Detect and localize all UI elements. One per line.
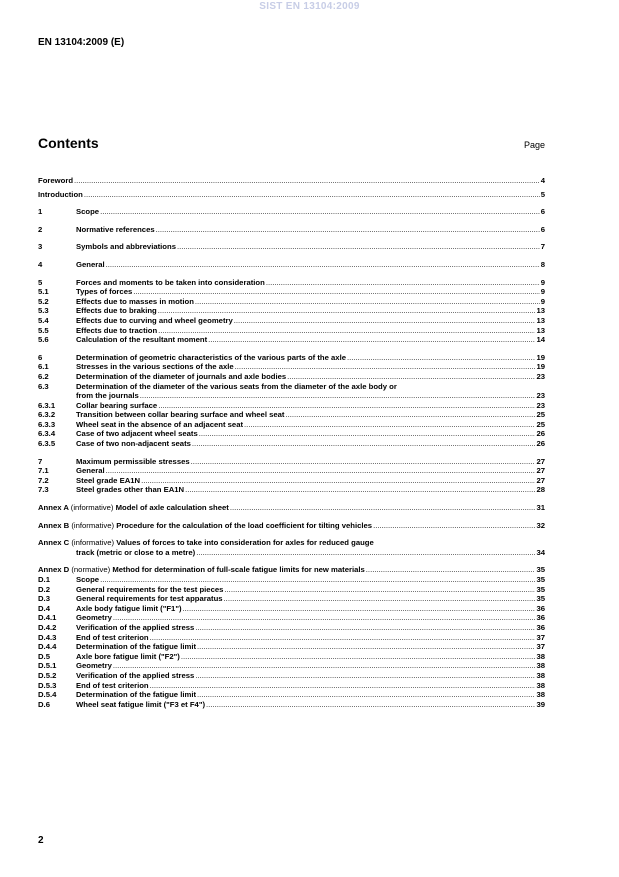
toc-entry-page: 35 (536, 565, 545, 575)
toc-entry-number: D.4.2 (38, 622, 57, 632)
table-of-contents (38, 176, 545, 709)
toc-entry[interactable] (38, 382, 545, 401)
toc-entry-page: 35 (536, 584, 545, 594)
toc-entry-number: 6.3.5 (38, 439, 56, 449)
toc-entry[interactable] (38, 287, 545, 297)
toc-entry-page: 8 (540, 259, 545, 269)
toc-entry-number: 6.1 (38, 362, 49, 372)
toc-entry-page: 13 (536, 325, 545, 335)
toc-entry-number: 7.1 (38, 466, 49, 476)
toc-entry-title: Effects due to traction (76, 325, 158, 335)
toc-entry[interactable] (38, 690, 545, 700)
toc-entry-page: 35 (536, 594, 545, 604)
toc-entry-number: D.5.3 (38, 680, 57, 690)
toc-entry[interactable] (38, 594, 545, 604)
dot-leader (185, 485, 535, 495)
toc-entry-number: D.2 (38, 584, 50, 594)
toc-entry[interactable] (38, 565, 545, 575)
toc-entry-title: Types of forces (76, 287, 133, 297)
toc-entry[interactable] (38, 335, 545, 345)
dot-leader (224, 585, 535, 595)
toc-entry[interactable] (38, 476, 545, 486)
toc-entry-number: D.4.3 (38, 632, 57, 642)
toc-entry[interactable] (38, 260, 545, 270)
dot-leader (183, 604, 536, 614)
toc-entry-page: 26 (536, 439, 545, 449)
toc-entry-page: 27 (536, 466, 545, 476)
dot-leader (100, 207, 540, 217)
toc-entry-title: Scope (76, 575, 100, 584)
toc-annex-title: Annex C (informative) Values of forces to take into consideration for axles for reduced gauge (38, 538, 374, 548)
toc-entry-page: 23 (536, 371, 545, 381)
toc-entry-number: 5.2 (38, 296, 49, 306)
toc-entry-page: 38 (536, 680, 545, 690)
toc-entry-title: Collar bearing surface (76, 400, 158, 410)
toc-entry-number: D.5.1 (38, 661, 57, 671)
dot-leader (244, 420, 535, 430)
toc-entry[interactable] (38, 661, 545, 671)
toc-entry-page: 5 (540, 189, 545, 199)
toc-entry-continuation: track (metric or close to a metre) (76, 547, 196, 557)
toc-entry-page: 13 (536, 306, 545, 316)
dot-leader (106, 260, 540, 270)
toc-entry-title: Determination of geometric characteristics of the various parts of the axle (76, 352, 346, 362)
toc-entry-title: General (76, 259, 105, 269)
toc-entry-page: 31 (536, 503, 545, 513)
toc-entry[interactable] (38, 362, 545, 372)
dot-leader (230, 503, 536, 513)
dot-leader (347, 353, 535, 363)
toc-entry[interactable] (38, 353, 545, 363)
page-column-heading: Page (523, 140, 545, 150)
toc-entry-title: Verification of the applied stress (76, 670, 195, 680)
dot-leader (150, 633, 536, 643)
toc-entry[interactable] (38, 190, 545, 200)
toc-entry-title: Forces and moments to be taken into consideration (76, 277, 265, 287)
toc-entry[interactable] (38, 316, 545, 326)
toc-entry[interactable] (38, 575, 545, 585)
toc-entry[interactable] (38, 372, 545, 382)
dot-leader (100, 575, 535, 585)
toc-entry[interactable] (38, 485, 545, 495)
toc-entry-title: Axle bore fatigue limit ("F2") (76, 651, 180, 661)
toc-entry[interactable] (38, 613, 545, 623)
dot-leader (158, 326, 535, 336)
toc-entry[interactable] (38, 278, 545, 288)
toc-entry[interactable] (38, 633, 545, 643)
toc-entry-page: 36 (536, 613, 545, 623)
toc-entry-number: 5.6 (38, 335, 49, 345)
toc-entry-page: 35 (536, 575, 545, 584)
toc-entry-page: 37 (536, 642, 545, 652)
toc-annex-title: Annex D (normative) Method for determination of full-scale fatigue limits for new materials (38, 565, 365, 575)
dot-leader (373, 521, 535, 531)
toc-entry-title: Determination of the fatigue limit (76, 690, 197, 700)
toc-entry-number: D.6 (38, 699, 50, 709)
toc-entry-number: 6.2 (38, 371, 49, 381)
toc-entry[interactable] (38, 176, 545, 186)
toc-entry[interactable] (38, 207, 545, 217)
toc-entry-page: 6 (540, 224, 545, 234)
toc-entry-title: General requirements for the test pieces (76, 584, 224, 594)
toc-entry-number: 6.3.3 (38, 419, 56, 429)
toc-entry[interactable] (38, 225, 545, 235)
dot-leader (197, 690, 535, 700)
toc-entry-number: 3 (38, 242, 43, 252)
toc-entry-number: D.5.4 (38, 690, 57, 700)
toc-entry[interactable] (38, 671, 545, 681)
toc-entry[interactable] (38, 326, 545, 336)
toc-entry-number: 6.3.2 (38, 410, 56, 420)
toc-entry-page: 9 (540, 287, 545, 297)
dot-leader (106, 466, 536, 476)
toc-entry-page: 36 (536, 622, 545, 632)
toc-entry-title: Scope (76, 207, 100, 217)
toc-entry-title: Effects due to masses in motion (76, 296, 194, 306)
dot-leader (156, 225, 540, 235)
dot-leader (141, 476, 535, 486)
page-number: 2 (38, 835, 44, 846)
toc-entry-page: 9 (540, 296, 545, 306)
toc-entry-page: 25 (536, 419, 545, 429)
dot-leader (113, 661, 536, 671)
toc-entry-title: Geometry (76, 661, 112, 671)
toc-entry-title: Foreword (38, 176, 74, 185)
toc-entry-title: Transition between collar bearing surface and wheel seat (76, 410, 285, 420)
toc-entry-number: 7.3 (38, 485, 49, 495)
dot-leader (133, 287, 539, 297)
toc-entry[interactable] (38, 681, 545, 691)
toc-entry-title: Effects due to curving and wheel geometry (76, 315, 233, 325)
dot-leader (158, 401, 535, 411)
dot-leader (191, 457, 536, 467)
dot-leader (195, 623, 535, 633)
toc-entry[interactable] (38, 538, 545, 557)
toc-entry-title: Determination of the diameter of the various seats from the diameter of the axle body or (76, 381, 397, 391)
toc-entry-number: 7.2 (38, 475, 49, 485)
toc-entry-page: 23 (536, 391, 545, 401)
toc-entry[interactable] (38, 585, 545, 595)
toc-entry-title: Determination of the fatigue limit (76, 642, 197, 652)
toc-entry-page: 25 (536, 410, 545, 420)
toc-entry-number: 7 (38, 456, 43, 466)
toc-entry-number: 5 (38, 277, 43, 287)
dot-leader (199, 429, 536, 439)
toc-entry-title: General (76, 466, 105, 476)
dot-leader (84, 190, 540, 200)
toc-entry-page: 6 (540, 207, 545, 217)
dot-leader (113, 613, 536, 623)
toc-entry[interactable] (38, 429, 545, 439)
toc-entry-title: End of test criterion (76, 680, 149, 690)
dot-leader (235, 362, 536, 372)
toc-entry[interactable] (38, 521, 545, 531)
toc-entry-page: 32 (536, 520, 545, 530)
toc-entry[interactable] (38, 466, 545, 476)
toc-entry[interactable] (38, 457, 545, 467)
toc-entry-page: 34 (536, 547, 545, 557)
toc-entry[interactable] (38, 410, 545, 420)
toc-entry-title: Calculation of the resultant moment (76, 335, 208, 345)
toc-entry-number: D.3 (38, 594, 50, 604)
toc-entry-title: Determination of the diameter of journals and axle bodies (76, 371, 287, 381)
dot-leader (234, 316, 536, 326)
dot-leader (287, 372, 535, 382)
dot-leader (366, 565, 536, 575)
dot-leader (224, 594, 536, 604)
toc-entry-continuation: from the journals (76, 391, 139, 401)
toc-entry-number: 1 (38, 207, 43, 217)
toc-entry-number: D.4 (38, 603, 50, 613)
toc-entry-page: 36 (536, 603, 545, 613)
toc-entry-page: 19 (536, 352, 545, 362)
toc-entry-title: Maximum permissible stresses (76, 456, 190, 466)
dot-leader (181, 652, 536, 662)
toc-entry-page: 27 (536, 475, 545, 485)
toc-entry-page: 4 (540, 176, 545, 185)
toc-entry[interactable] (38, 642, 545, 652)
dot-leader (195, 297, 540, 307)
dot-leader (192, 439, 536, 449)
toc-entry-title: Axle body fatigue limit ("F1") (76, 603, 182, 613)
toc-entry[interactable] (38, 242, 545, 252)
toc-entry-page: 38 (536, 690, 545, 700)
toc-entry[interactable] (38, 439, 545, 449)
toc-entry-number: D.4.4 (38, 642, 57, 652)
toc-entry-number: 4 (38, 259, 43, 269)
toc-entry-title: Stresses in the various sections of the axle (76, 362, 234, 372)
toc-entry-page: 7 (540, 242, 545, 252)
toc-entry-page: 26 (536, 429, 545, 439)
toc-entry-number: 6.3.1 (38, 400, 56, 410)
dot-leader (266, 278, 540, 288)
toc-entry[interactable] (38, 420, 545, 430)
toc-entry-page: 23 (536, 400, 545, 410)
toc-entry-number: 6 (38, 352, 43, 362)
document-id: EN 13104:2009 (E) (38, 37, 125, 48)
toc-annex-title: Annex A (informative) Model of axle calculation sheet (38, 503, 229, 513)
dot-leader (197, 642, 535, 652)
toc-entry[interactable] (38, 604, 545, 614)
dot-leader (150, 681, 536, 691)
dot-leader (208, 335, 535, 345)
toc-entry[interactable] (38, 306, 545, 316)
dot-leader (140, 391, 536, 401)
toc-entry[interactable] (38, 623, 545, 633)
toc-entry-title: Symbols and abbreviations (76, 242, 176, 252)
toc-entry-page: 28 (536, 485, 545, 495)
toc-entry-number: 6.3 (38, 381, 49, 391)
toc-entry-page: 14 (536, 335, 545, 345)
toc-annex-title: Annex B (informative) Procedure for the calculation of the load coefficient for tilting vehicles (38, 520, 373, 530)
dot-leader (195, 671, 535, 681)
toc-entry-title: Case of two adjacent wheel seats (76, 429, 198, 439)
toc-entry-title: End of test criterion (76, 632, 149, 642)
toc-entry-page: 19 (536, 362, 545, 372)
toc-entry-title: Effects due to braking (76, 306, 157, 316)
toc-entry-page: 13 (536, 315, 545, 325)
toc-entry-title: Steel grade EA1N (76, 475, 141, 485)
page-title: Contents (38, 135, 99, 151)
toc-entry-page: 37 (536, 632, 545, 642)
toc-entry-number: 5.1 (38, 287, 49, 297)
toc-entry-page: 9 (540, 277, 545, 287)
toc-entry-number: 5.4 (38, 315, 49, 325)
toc-entry-title: Case of two non-adjacent seats (76, 439, 191, 449)
toc-entry-number: D.4.1 (38, 613, 57, 623)
watermark: SIST EN 13104:2009 (259, 1, 360, 12)
toc-entry-title: Geometry (76, 613, 112, 623)
toc-entry-title: Steel grades other than EA1N (76, 485, 185, 495)
toc-entry-page: 38 (536, 651, 545, 661)
toc-entry[interactable] (38, 297, 545, 307)
toc-entry-title: Introduction (38, 189, 83, 199)
dot-leader (206, 700, 535, 710)
toc-entry-title: Wheel seat fatigue limit ("F3 et F4") (76, 699, 206, 709)
toc-entry[interactable] (38, 503, 545, 513)
toc-entry-page: 38 (536, 661, 545, 671)
toc-entry-page: 38 (536, 670, 545, 680)
toc-entry-number: 6.3.4 (38, 429, 56, 439)
toc-entry-number: D.5.2 (38, 670, 57, 680)
toc-entry-number: D.5 (38, 651, 50, 661)
toc-entry-number: 5.5 (38, 325, 49, 335)
toc-entry[interactable] (38, 401, 545, 411)
toc-entry-number: 2 (38, 224, 43, 234)
toc-entry-title: Verification of the applied stress (76, 622, 195, 632)
toc-entry-title: Wheel seat in the absence of an adjacent seat (76, 419, 244, 429)
dot-leader (196, 548, 535, 558)
toc-entry-page: 27 (536, 456, 545, 466)
toc-entry-page: 39 (536, 699, 545, 709)
dot-leader (74, 176, 540, 186)
toc-entry-title: General requirements for test apparatus (76, 594, 223, 604)
toc-entry[interactable] (38, 652, 545, 662)
toc-entry[interactable] (38, 700, 545, 710)
dot-leader (285, 410, 535, 420)
toc-entry-number: 5.3 (38, 306, 49, 316)
dot-leader (158, 306, 536, 316)
dot-leader (177, 242, 540, 252)
toc-entry-number: D.1 (38, 575, 50, 584)
toc-entry-title: Normative references (76, 224, 155, 234)
